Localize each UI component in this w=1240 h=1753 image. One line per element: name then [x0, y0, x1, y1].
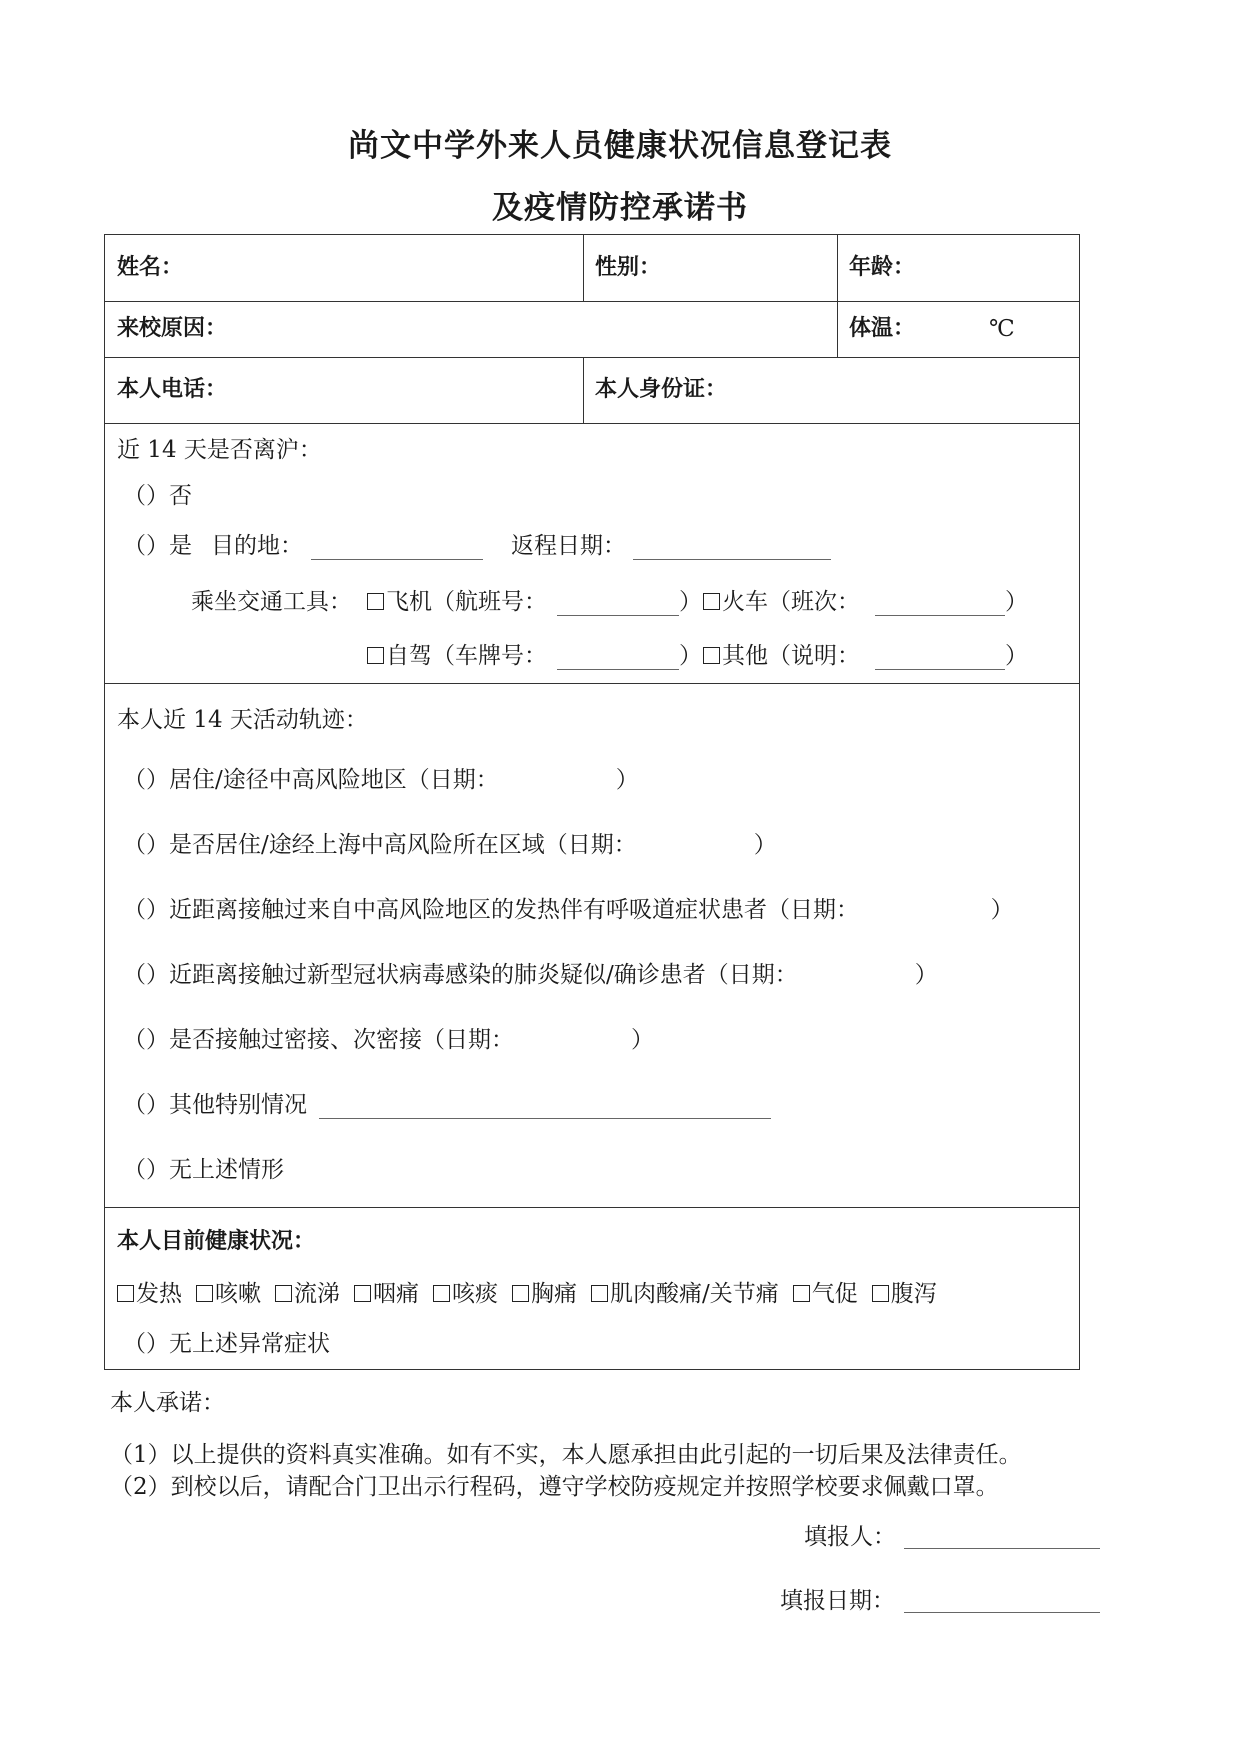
- checkbox[interactable]: [512, 1285, 529, 1302]
- checkbox[interactable]: [872, 1285, 889, 1302]
- close-paren: ）: [679, 589, 702, 615]
- pledge-heading: 本人承诺：: [110, 1390, 225, 1416]
- other-transport-blank[interactable]: [875, 669, 1005, 670]
- col-divider: [583, 235, 584, 301]
- checkbox[interactable]: [196, 1285, 213, 1302]
- travel-option-no[interactable]: （）否: [123, 483, 192, 509]
- checkbox[interactable]: [793, 1285, 810, 1302]
- col-divider: [583, 357, 584, 423]
- gender-field[interactable]: 性别：: [595, 255, 662, 280]
- activity-heading: 本人近 14 天活动轨迹：: [117, 707, 368, 733]
- form-subtitle: 及疫情防控承诺书: [492, 190, 748, 226]
- temperature-unit: ℃: [989, 316, 1015, 342]
- symptom-option[interactable]: 气促: [793, 1279, 858, 1309]
- age-field[interactable]: 年龄：: [849, 255, 916, 280]
- row-divider: [105, 423, 1079, 424]
- symptom-option[interactable]: 肌肉酸痛/关节痛: [591, 1279, 779, 1309]
- filler-label: 填报人：: [804, 1524, 896, 1550]
- symptom-option[interactable]: 咽痛: [354, 1279, 419, 1309]
- health-heading: 本人目前健康状况：: [117, 1229, 316, 1254]
- checkbox[interactable]: [703, 647, 720, 664]
- symptom-option[interactable]: 腹泻: [872, 1279, 937, 1309]
- filler-blank[interactable]: [904, 1548, 1100, 1549]
- train-number-blank[interactable]: [875, 615, 1005, 616]
- self-drive-option[interactable]: 自驾（车牌号：: [367, 641, 547, 671]
- form-title: 尚文中学外来人员健康状况信息登记表: [348, 128, 892, 164]
- checkbox[interactable]: [367, 647, 384, 664]
- activity-item[interactable]: （）近距离接触过新型冠状病毒感染的肺炎疑似/确诊患者（日期： ）: [123, 962, 938, 988]
- checkbox[interactable]: [367, 593, 384, 610]
- symptom-option[interactable]: 咳痰: [433, 1279, 498, 1309]
- symptom-option[interactable]: 咳嗽: [196, 1279, 261, 1309]
- activity-item[interactable]: （）无上述情形: [123, 1157, 284, 1183]
- travel-heading: 近 14 天是否离沪：: [117, 437, 322, 463]
- return-date-blank[interactable]: [633, 559, 831, 560]
- activity-item[interactable]: （）是否接触过密接、次密接（日期： ）: [123, 1027, 654, 1053]
- checkbox[interactable]: [117, 1285, 134, 1302]
- other-transport-option[interactable]: 其他（说明：: [703, 641, 860, 671]
- fill-date-label: 填报日期：: [780, 1588, 895, 1614]
- temperature-field[interactable]: 体温：: [849, 316, 916, 341]
- flight-number-blank[interactable]: [557, 615, 679, 616]
- fill-date-blank[interactable]: [904, 1612, 1100, 1613]
- other-situation-blank[interactable]: [319, 1118, 771, 1119]
- reason-field[interactable]: 来校原因：: [117, 316, 228, 341]
- activity-item[interactable]: （）居住/途径中高风险地区（日期： ）: [123, 767, 639, 793]
- checkbox[interactable]: [703, 593, 720, 610]
- close-paren: ）: [679, 643, 702, 669]
- activity-item[interactable]: （）近距离接触过来自中高风险地区的发热伴有呼吸道症状患者（日期： ）: [123, 897, 1014, 923]
- symptom-list: [117, 1279, 951, 1309]
- return-date-label: 返程日期：: [511, 533, 626, 559]
- travel-option-yes[interactable]: （）是: [123, 533, 192, 559]
- row-divider: [105, 357, 1079, 358]
- close-paren: ）: [1005, 643, 1028, 669]
- name-field[interactable]: 姓名：: [117, 255, 184, 280]
- phone-field[interactable]: 本人电话：: [117, 377, 228, 402]
- plane-option[interactable]: 飞机（航班号：: [367, 587, 547, 617]
- id-card-field[interactable]: 本人身份证：: [595, 377, 728, 402]
- col-divider: [837, 235, 838, 357]
- row-divider: [105, 301, 1079, 302]
- close-paren: ）: [1005, 589, 1028, 615]
- checkbox[interactable]: [591, 1285, 608, 1302]
- registration-form-table: [104, 234, 1080, 1370]
- destination-label: 目的地：: [211, 533, 303, 559]
- plate-number-blank[interactable]: [557, 669, 679, 670]
- pledge-item: （1）以上提供的资料真实准确。如有不实，本人愿承担由此引起的一切后果及法律责任。: [110, 1442, 1022, 1468]
- symptom-option[interactable]: 流涕: [275, 1279, 340, 1309]
- row-divider: [105, 683, 1079, 684]
- checkbox[interactable]: [354, 1285, 371, 1302]
- checkbox[interactable]: [275, 1285, 292, 1302]
- symptom-option[interactable]: 胸痛: [512, 1279, 577, 1309]
- activity-item[interactable]: （）是否居住/途经上海中高风险所在区域（日期： ）: [123, 832, 777, 858]
- destination-blank[interactable]: [311, 559, 483, 560]
- train-option[interactable]: 火车（班次：: [703, 587, 860, 617]
- pledge-item: （2）到校以后，请配合门卫出示行程码，遵守学校防疫规定并按照学校要求佩戴口罩。: [110, 1474, 999, 1500]
- row-divider: [105, 1207, 1079, 1208]
- symptom-option[interactable]: 发热: [117, 1279, 182, 1309]
- no-symptom-option[interactable]: （）无上述异常症状: [123, 1331, 330, 1357]
- transport-label: 乘坐交通工具：: [191, 589, 352, 615]
- activity-item[interactable]: （）其他特别情况: [123, 1092, 307, 1118]
- checkbox[interactable]: [433, 1285, 450, 1302]
